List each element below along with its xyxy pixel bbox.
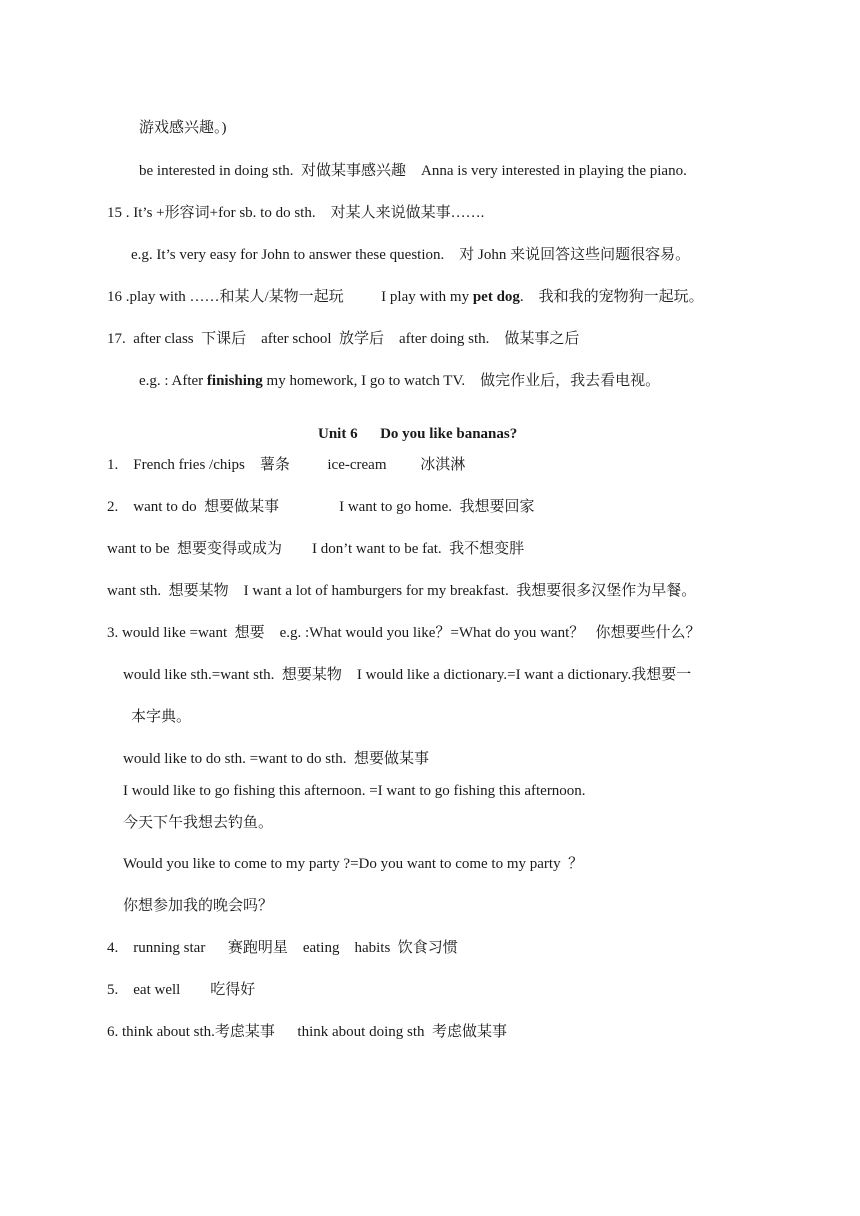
text-line: 你想参加我的晚会吗？ — [123, 898, 274, 914]
text-line: 17. after class 下课后 after school 放学后 after doing sth. 做某事之后 — [107, 331, 580, 347]
text-line: 16 .play with ……和某人/某物一起玩 I play with my pet dog. 我和我的宠物狗一起玩。 — [107, 289, 704, 305]
text-line: 今天下午我想去钓鱼。 — [123, 815, 274, 831]
text-line: e.g. : After finishing my homework, I go to watch TV. 做完作业后，我去看电视。 — [139, 373, 661, 389]
text-line: would like sth.=want sth. 想要某物 I would like a dictionary.=I want a dictionary.我想要一 — [123, 667, 692, 683]
text-line: 5. eat well 吃得好 — [107, 982, 256, 998]
unit-heading: Unit 6 Do you like bananas? — [318, 426, 518, 442]
bold-phrase: pet dog — [472, 289, 520, 305]
text-line: 3. would like =want 想要 e.g. :What would you like？=What do you want？ 你想要些什么？ — [107, 625, 701, 641]
bold-phrase: finishing — [206, 373, 263, 389]
text-line: would like to do sth. =want to do sth. 想要做某事 — [123, 751, 429, 767]
text-line: 15 . It’s +形容词+for sb. to do sth. 对某人来说做某事……. — [107, 205, 485, 221]
text-line: want sth. 想要某物 I want a lot of hamburgers for my breakfast. 我想要很多汉堡作为早餐。 — [107, 583, 697, 599]
text-line: 本字典。 — [131, 709, 192, 725]
text-line: Would you like to come to my party ?=Do you want to come to my party ？ — [123, 856, 584, 872]
text-line: 1. French fries /chips 薯条 ice-cream 冰淇淋 — [107, 457, 466, 473]
text-line: 6. think about sth.考虑某事 think about doing sth 考虑做某事 — [107, 1024, 507, 1040]
text-line: I would like to go fishing this afternoon. =I want to go fishing this afternoon. — [123, 783, 586, 799]
text-line: 2. want to do 想要做某事 I want to go home. 我想要回家 — [107, 499, 535, 515]
text-line: be interested in doing sth. 对做某事感兴趣 Anna is very interested in playing the piano. — [139, 163, 687, 179]
text-line: 4. running star 赛跑明星 eating habits 饮食习惯 — [107, 940, 458, 956]
text-line: e.g. It’s very easy for John to answer these question. 对 John 来说回答这些问题很容易。 — [131, 247, 691, 263]
text-line: 游戏感兴趣。) — [139, 120, 227, 136]
text-line: want to be 想要变得或成为 I don’t want to be fat. 我不想变胖 — [107, 541, 525, 557]
